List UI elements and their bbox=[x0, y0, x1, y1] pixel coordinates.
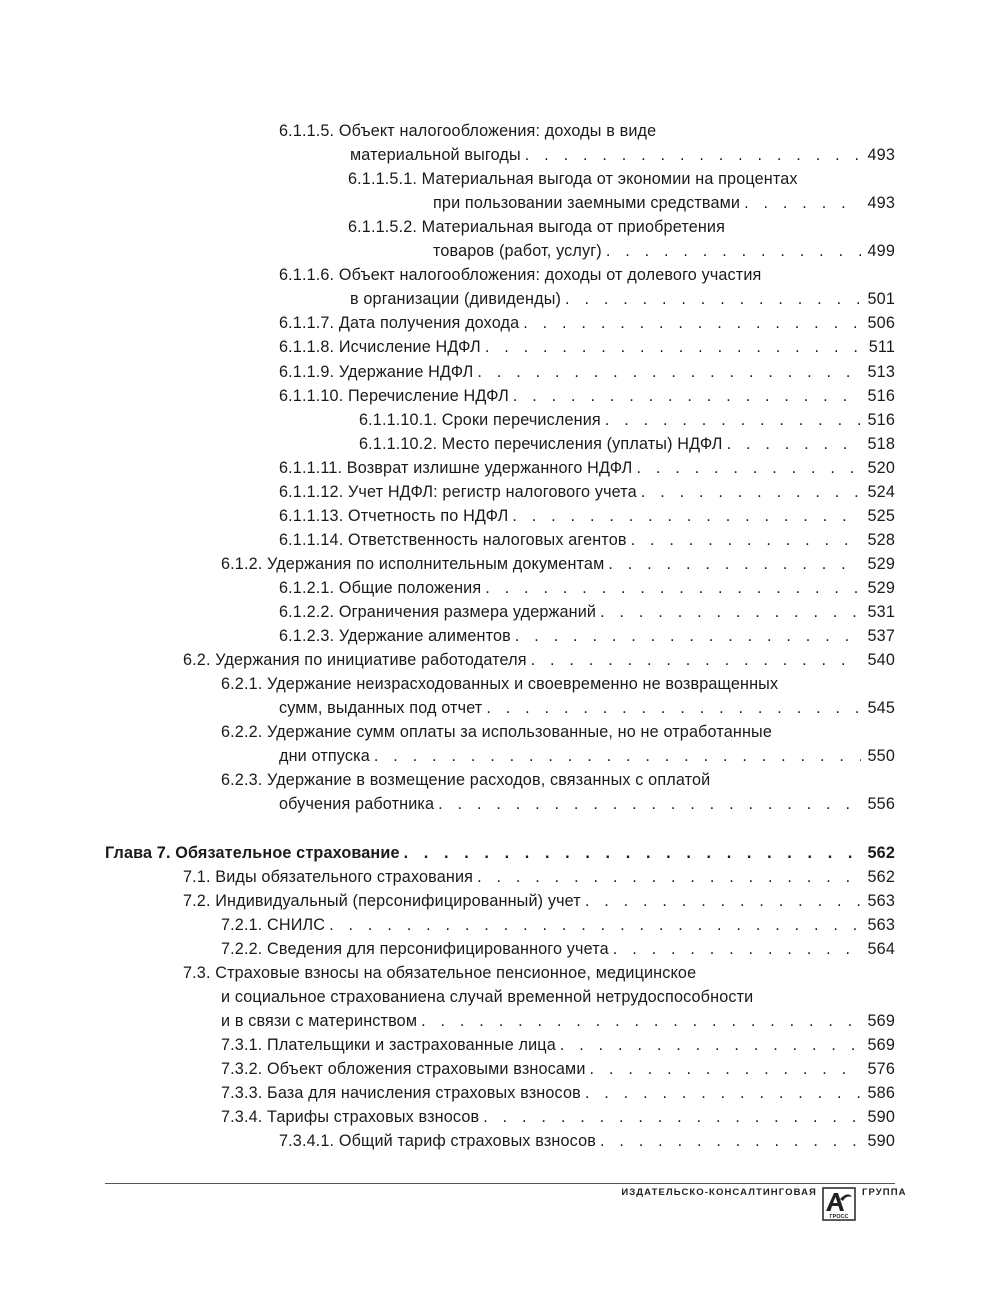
toc-entry-line bbox=[279, 263, 761, 287]
toc-dot-leader bbox=[485, 576, 861, 600]
toc-dot-leader bbox=[565, 287, 861, 311]
toc-dot-leader bbox=[585, 1081, 861, 1105]
toc-entry-title: 6.1.1.13. Отчетность по НДФЛ bbox=[279, 506, 509, 525]
toc-entry-title: 7.3.1. Плательщики и застрахованные лица bbox=[221, 1035, 556, 1054]
toc-dot-leader bbox=[744, 191, 861, 215]
toc-page-number: 493 bbox=[867, 146, 895, 165]
toc-entry-title: товаров (работ, услуг) bbox=[433, 242, 602, 261]
toc-dot-leader bbox=[636, 456, 861, 480]
toc-page-number: 590 bbox=[867, 1108, 895, 1127]
toc-chapter-entry[interactable] bbox=[105, 841, 895, 865]
toc-entry-title: 7.3.2. Объект обложения страховыми взносами bbox=[221, 1059, 586, 1078]
toc-entry-title: 7.2.1. СНИЛС bbox=[221, 915, 326, 934]
toc-entry[interactable] bbox=[221, 1105, 895, 1129]
toc-page-number: 562 bbox=[867, 843, 895, 862]
toc-entry[interactable] bbox=[279, 1129, 895, 1153]
toc-entry-title: и социальное страхованиена случай временной нетрудоспособности bbox=[221, 987, 754, 1006]
toc-entry-title: 7.1. Виды обязательного страхования bbox=[183, 867, 474, 886]
toc-page-number: 511 bbox=[868, 338, 895, 357]
toc-entry[interactable] bbox=[279, 792, 895, 816]
toc-entry[interactable] bbox=[279, 600, 895, 624]
toc-entry[interactable] bbox=[279, 696, 895, 720]
toc-entry-line bbox=[279, 119, 656, 143]
toc-entry[interactable] bbox=[221, 937, 895, 961]
toc-entry-title: 6.1.1.9. Удержание НДФЛ bbox=[279, 362, 474, 381]
toc-dot-leader bbox=[374, 744, 861, 768]
toc-entry[interactable] bbox=[183, 889, 895, 913]
toc-entry-title: сумм, выданных под отчет bbox=[279, 699, 483, 718]
toc-entry-title: 7.3.3. База для начисления страховых взносов bbox=[221, 1084, 581, 1102]
footer-divider bbox=[105, 1183, 895, 1184]
toc-entry-title: 6.1.1.10.2. Место перечисления (уплаты) НДФЛ bbox=[359, 434, 723, 453]
toc-page-number: 562 bbox=[867, 867, 895, 886]
toc-dot-leader bbox=[600, 1129, 861, 1153]
toc-entry[interactable] bbox=[279, 576, 895, 600]
toc-page-number: 569 bbox=[867, 1035, 895, 1054]
toc-dot-leader bbox=[585, 889, 861, 913]
toc-page-number: 524 bbox=[867, 482, 895, 501]
toc-entry[interactable] bbox=[279, 504, 895, 528]
toc-entry-title: 6.1.2.3. Удержание алиментов bbox=[279, 627, 511, 646]
toc-entry-title: 6.1.1.11. Возврат излишне удержанного НДФЛ bbox=[279, 458, 633, 477]
toc-entry-line bbox=[348, 215, 725, 239]
toc-page-number: 525 bbox=[867, 506, 895, 525]
toc-dot-leader bbox=[421, 1009, 861, 1033]
toc-dot-leader bbox=[513, 384, 861, 408]
toc-dot-leader bbox=[605, 408, 861, 432]
toc-entry-title: и в связи с материнством bbox=[221, 1011, 418, 1030]
toc-entry[interactable] bbox=[279, 624, 895, 648]
toc-entry-title: 6.1.1.5.2. Материальная выгода от приобретения bbox=[348, 218, 726, 237]
toc-entry[interactable] bbox=[350, 143, 895, 167]
toc-entry[interactable] bbox=[221, 913, 895, 937]
toc-entry-title: дни отпуска bbox=[279, 747, 370, 766]
toc-page-number: 590 bbox=[867, 1132, 895, 1151]
svg-text:ГРОСС: ГРОСС bbox=[829, 1214, 849, 1220]
toc-entry-title: 6.1.1.8. Исчисление НДФЛ bbox=[279, 338, 481, 357]
toc-entry-title: 6.1.1.10.1. Сроки перечисления bbox=[359, 410, 601, 429]
toc-entry[interactable] bbox=[221, 1033, 895, 1057]
toc-page-number: 550 bbox=[867, 747, 895, 766]
toc-entry[interactable] bbox=[221, 1009, 895, 1033]
toc-entry-title: 7.2. Индивидуальный (персонифицированный) учет bbox=[183, 891, 581, 910]
toc-page-number: 529 bbox=[867, 554, 895, 573]
toc-page-number: 529 bbox=[867, 578, 895, 597]
toc-entry-title: 6.1.1.12. Учет НДФЛ: регистр налогового учета bbox=[279, 482, 637, 501]
toc-page-number: 493 bbox=[867, 194, 895, 213]
toc-entry-title: 7.3. Страховые взносы на обязательное пенсионное, медицинское bbox=[183, 963, 697, 982]
toc-page-number: 564 bbox=[867, 939, 895, 958]
publisher-name: ИЗДАТЕЛЬСКО-КОНСАЛТИНГОВАЯ bbox=[621, 1187, 817, 1198]
toc-dot-leader bbox=[523, 311, 861, 335]
toc-page-number: 569 bbox=[867, 1011, 895, 1030]
toc-page-number: 531 bbox=[867, 603, 895, 621]
toc-dot-leader bbox=[486, 696, 861, 720]
toc-entry-title: 6.1.1.5. Объект налогообложения: доходы в виде bbox=[279, 122, 657, 140]
toc-entry-title: 6.1.1.6. Объект налогообложения: доходы от долевого участия bbox=[279, 266, 762, 285]
toc-dot-leader bbox=[727, 432, 861, 456]
publisher-group-label: ГРУППА bbox=[862, 1187, 907, 1198]
toc-page-number: 556 bbox=[867, 795, 895, 814]
toc-entry-title: при пользовании заемными средствами bbox=[433, 194, 741, 213]
toc-entry-line bbox=[221, 768, 710, 792]
toc-entry-title: 7.3.4. Тарифы страховых взносов bbox=[221, 1108, 480, 1127]
toc-entry[interactable] bbox=[279, 335, 895, 359]
toc-entry-title: 6.1.1.5.1. Материальная выгода от экономии на процентах bbox=[348, 170, 798, 189]
toc-dot-leader bbox=[477, 865, 861, 889]
toc-page-number: 513 bbox=[867, 362, 895, 381]
toc-dot-leader bbox=[483, 1105, 861, 1129]
toc-entry[interactable] bbox=[279, 360, 895, 384]
toc-entry[interactable] bbox=[221, 1057, 895, 1081]
toc-page-number: 518 bbox=[867, 434, 895, 453]
toc-entry[interactable] bbox=[433, 191, 895, 215]
toc-dot-leader bbox=[512, 504, 861, 528]
toc-entry-line bbox=[183, 961, 696, 985]
toc-dot-leader bbox=[525, 143, 861, 167]
toc-entry-title: 6.2.2. Удержание сумм оплаты за использованные, но не отработанные bbox=[221, 723, 772, 742]
toc-entry[interactable] bbox=[279, 456, 895, 480]
toc-page-number: 516 bbox=[867, 410, 895, 429]
toc-entry-line bbox=[221, 720, 772, 744]
toc-page-number: 506 bbox=[867, 314, 895, 333]
toc-entry[interactable] bbox=[359, 432, 895, 456]
toc-entry-title: 7.3.4.1. Общий тариф страховых взносов bbox=[279, 1132, 596, 1151]
toc-page-number: 563 bbox=[867, 891, 895, 910]
toc-entry-title: Глава 7. Обязательное страхование bbox=[105, 843, 400, 862]
toc-dot-leader bbox=[531, 648, 861, 672]
toc-entry-title: 6.1.2.2. Ограничения размера удержаний bbox=[279, 603, 597, 621]
publisher-logo-icon bbox=[822, 1187, 856, 1221]
toc-entry-line bbox=[221, 985, 753, 1009]
toc-page-number: 520 bbox=[867, 458, 895, 477]
toc-dot-leader bbox=[485, 335, 861, 359]
toc-entry[interactable] bbox=[279, 311, 895, 335]
toc-entry[interactable] bbox=[279, 384, 895, 408]
toc-entry[interactable] bbox=[221, 552, 895, 576]
toc-page-number: 545 bbox=[867, 699, 895, 718]
toc-entry[interactable] bbox=[221, 1081, 895, 1105]
toc-entry-title: 6.2.3. Удержание в возмещение расходов, связанных с оплатой bbox=[221, 771, 711, 790]
toc-dot-leader bbox=[613, 937, 861, 961]
toc-entry[interactable] bbox=[279, 480, 895, 504]
toc-dot-leader bbox=[641, 480, 861, 504]
toc-entry-title: 6.1.2. Удержания по исполнительным документам bbox=[221, 554, 605, 573]
toc-entry-line bbox=[221, 672, 778, 696]
toc-entry[interactable] bbox=[279, 528, 895, 552]
toc-entry-title: в организации (дивиденды) bbox=[350, 290, 562, 309]
toc-entry-title: 6.2.1. Удержание неизрасходованных и своевременно не возвращенных bbox=[221, 675, 779, 694]
toc-entry-title: 6.2. Удержания по инициативе работодателя bbox=[183, 651, 527, 670]
toc-page-number: 563 bbox=[867, 915, 895, 934]
toc-entry[interactable] bbox=[359, 408, 895, 432]
toc-dot-leader bbox=[608, 552, 861, 576]
toc-dot-leader bbox=[606, 239, 861, 263]
toc-dot-leader bbox=[477, 360, 861, 384]
toc-entry[interactable] bbox=[350, 287, 895, 311]
toc-entry[interactable] bbox=[183, 648, 895, 672]
toc-page-number: 537 bbox=[867, 627, 895, 646]
toc-entry-title: обучения работника bbox=[279, 795, 435, 814]
toc-dot-leader bbox=[560, 1033, 861, 1057]
toc-entry-title: 6.1.2.1. Общие положения bbox=[279, 578, 482, 597]
toc-page-number: 499 bbox=[867, 242, 895, 261]
toc-entry-title: материальной выгоды bbox=[350, 146, 521, 165]
toc-page-number: 528 bbox=[867, 530, 895, 549]
toc-page-number: 576 bbox=[867, 1059, 895, 1078]
toc-dot-leader bbox=[590, 1057, 861, 1081]
toc-entry-title: 7.2.2. Сведения для персонифицированного учета bbox=[221, 939, 609, 958]
toc-entry-title: 6.1.1.10. Перечисление НДФЛ bbox=[279, 386, 509, 405]
toc-page-number: 516 bbox=[867, 386, 895, 405]
toc-page-number: 501 bbox=[867, 290, 895, 309]
toc-dot-leader bbox=[515, 624, 861, 648]
toc-dot-leader bbox=[404, 841, 861, 865]
toc-entry-title: 6.1.1.14. Ответственность налоговых агентов bbox=[279, 530, 627, 549]
toc-dot-leader bbox=[600, 600, 861, 624]
toc-dot-leader bbox=[631, 528, 861, 552]
toc-page-number: 586 bbox=[867, 1084, 895, 1102]
toc-entry[interactable] bbox=[279, 744, 895, 768]
toc-page-number: 540 bbox=[867, 651, 895, 670]
toc-entry[interactable] bbox=[433, 239, 895, 263]
toc-entry-title: 6.1.1.7. Дата получения дохода bbox=[279, 314, 520, 333]
toc-dot-leader bbox=[438, 792, 861, 816]
toc-entry[interactable] bbox=[183, 865, 895, 889]
toc-dot-leader bbox=[329, 913, 861, 937]
toc-entry-line bbox=[348, 167, 798, 191]
